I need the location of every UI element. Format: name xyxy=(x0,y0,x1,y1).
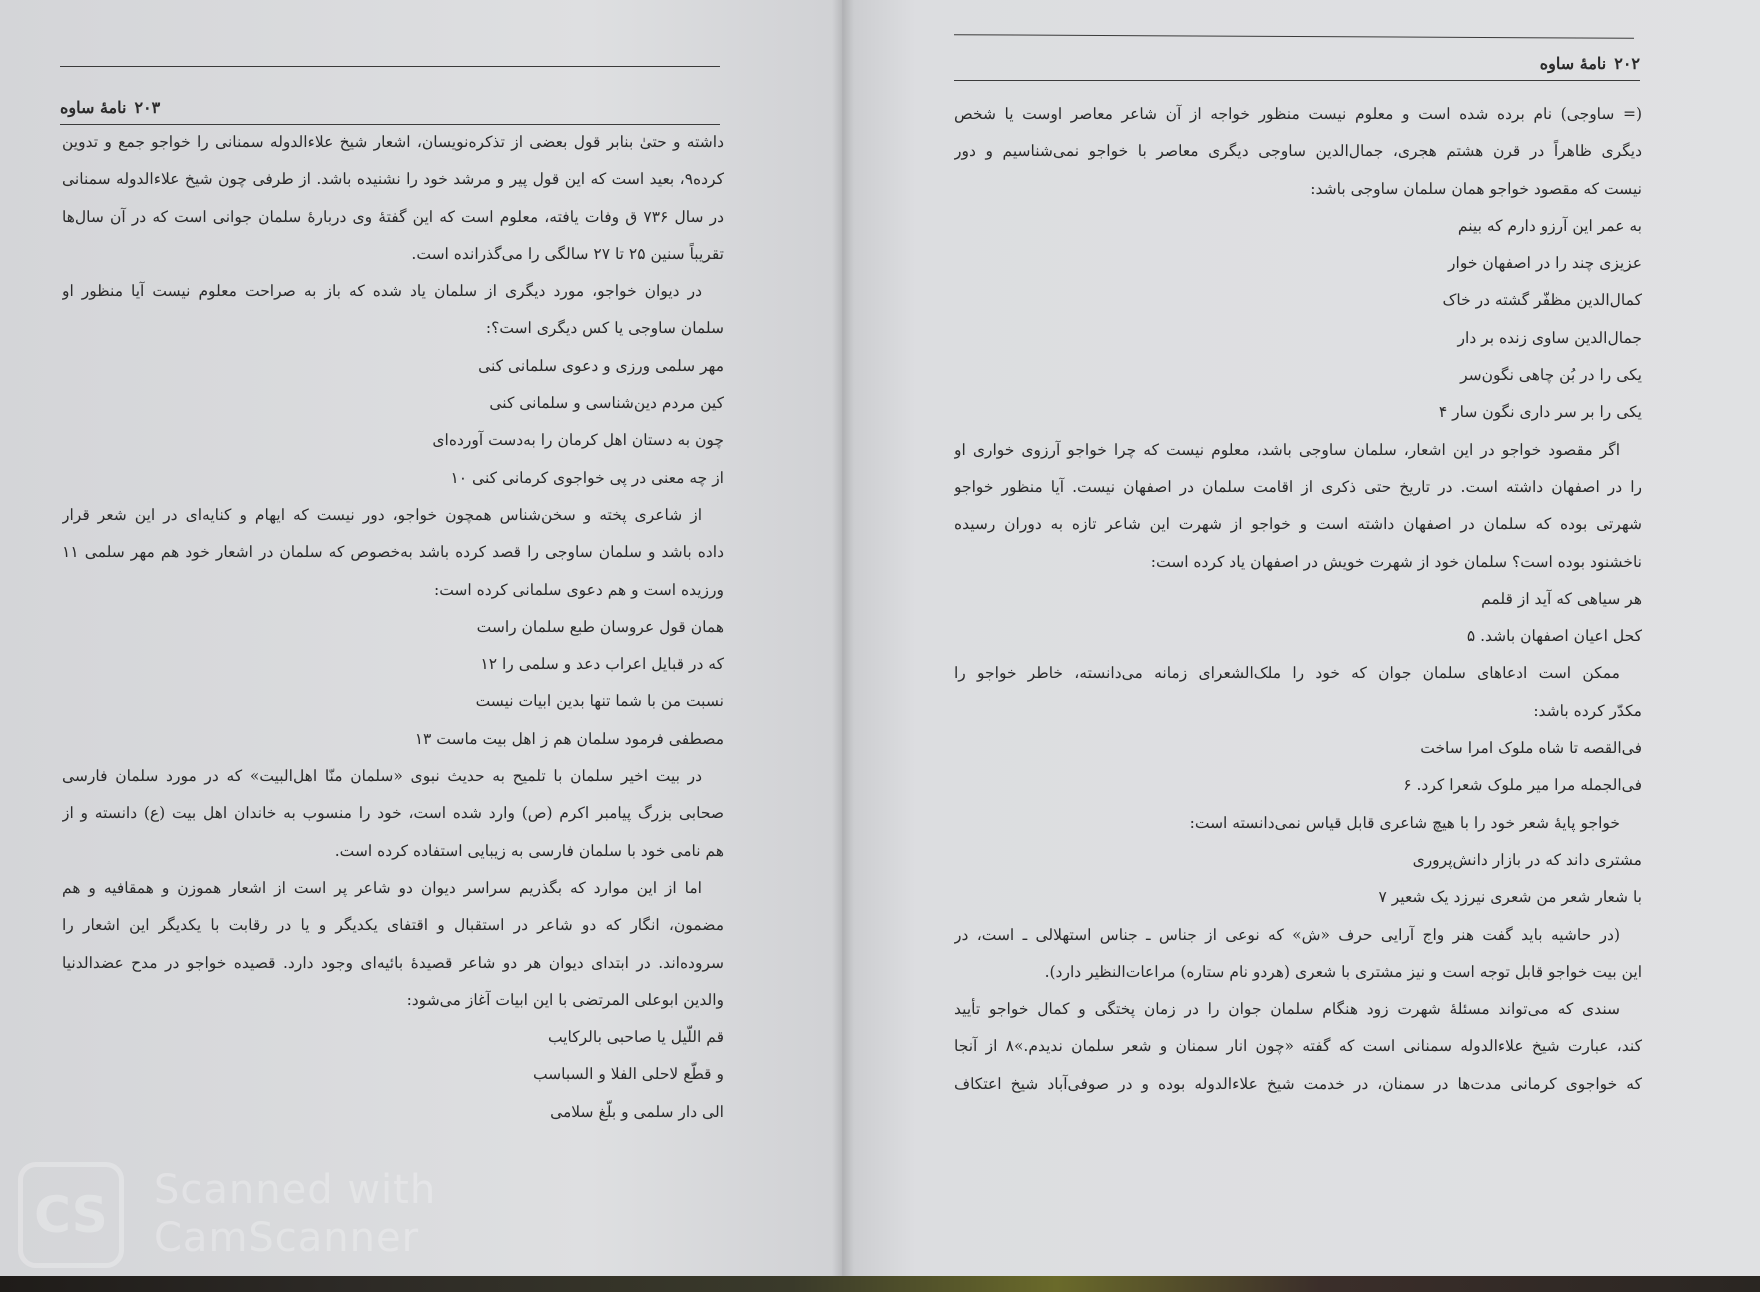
text-line: را در اصفهان داشته است. در تاریخ حتی ذکری از اقامت سلمان در اصفهان نیست. آیا منظور خواجو xyxy=(954,477,1642,496)
verse-line: جمال‌الدین ساوی زنده بر دار xyxy=(1457,328,1642,347)
text-line: که خواجوی کرمانی مدت‌ها در سمنان، در خدمت شیخ علاءالدوله بوده و در صوفی‌آباد شیخ اعتکاف xyxy=(954,1074,1642,1093)
verse-line: چون به دستان اهل کرمان را به‌دست آورده‌ای xyxy=(432,431,724,450)
text-line: کرده۹، بعید است که این قول پیر و مرشد خود را نشنیده باشد. از طرفی چون شیخ علاءالدوله سمنانی xyxy=(62,170,724,189)
text-line: نیست که مقصود خواجو همان سلمان ساوجی باشد: xyxy=(1310,179,1642,198)
verse-line: که در قبایل اعراب دعد و سلمی را ۱۲ xyxy=(480,655,724,674)
text-line: سلمان ساوجی یا کس دیگری است؟: xyxy=(485,319,724,338)
verse-line: از چه معنی در پی خواجوی کرمانی کنی ۱۰ xyxy=(450,468,724,487)
header-top-rule xyxy=(954,34,1634,39)
verse-line: مشتری داند که در بازار دانش‌پروری xyxy=(1412,850,1642,869)
text-line: در دیوان خواجو، مورد دیگری از سلمان یاد شده که باز به صراحت معلوم نیست آیا منظور او xyxy=(62,282,702,301)
watermark-line: Scanned with xyxy=(154,1167,437,1213)
verse-line: کین مردم دین‌شناسی و سلمانی کنی xyxy=(489,394,724,413)
verse-line: فی‌القصه تا شاه ملوک امرا ساخت xyxy=(1420,739,1642,758)
running-title: نامهٔ ساوه xyxy=(1539,54,1607,73)
verse-line: فی‌الجمله مرا میر ملوک شعرا کرد. ۶ xyxy=(1403,776,1642,795)
book-gutter xyxy=(832,0,854,1280)
verse-line: الی دار سلمی و بلّغ سلامی xyxy=(550,1102,724,1121)
header-top-rule xyxy=(60,66,720,67)
text-line: کند، عبارت شیخ علاءالدوله سمنانی است که گفته «چون انار سمنان و شعر سلمان ندیدم.»۸ از آنجا xyxy=(954,1037,1642,1056)
text-line: در بیت اخیر سلمان با تلمیح به حدیث نبوی «سلمان منّا اهل‌البیت» که در مورد سلمان فارسی xyxy=(62,767,702,786)
text-line: مکدّر کرده باشد: xyxy=(1533,701,1642,720)
verse-line: و قطّع لاحلی الفلا و السباسب xyxy=(532,1065,724,1084)
camscanner-logo-icon: CS xyxy=(18,1162,124,1268)
verse-line: یکی را در بُن چاهی نگون‌سر xyxy=(1460,366,1642,385)
watermark-text xyxy=(154,1166,436,1262)
text-line: داشته و حتیٰ بنابر قول بعضی از تذکره‌نویسان، اشعار شیخ علاءالدوله سمنانی را خواجو جمع و تدوین xyxy=(62,133,724,151)
verse-line: به عمر این آرزو دارم که بینم xyxy=(1457,216,1642,235)
watermark-line: CamScanner xyxy=(154,1215,420,1261)
text-line: صحابی بزرگ پیامبر اکرم (ص) وارد شده است، خود را منسوب به خاندان اهل بیت (ع) دانسته و از xyxy=(62,804,724,823)
text-line: دیگری ظاهراً در قرن هشتم هجری، جمال‌الدین ساوجی دیگری معاصر با خواجو نمی‌شناسیم و دور xyxy=(954,142,1642,161)
verse-line: یکی را بر سر داری نگون سار ۴ xyxy=(1438,403,1642,422)
text-line: مضمون، انگار که دو شاعر در استقبال و اقتفای یکدیگر و یا در رقابت با یکدیگر این اشعار را xyxy=(62,916,724,935)
running-head xyxy=(60,98,160,117)
text-line: والدین ابوعلی المرتضی با این ابیات آغاز می‌شود: xyxy=(406,990,724,1009)
text-line: ورزیده است و هم دعوی سلمانی کرده است: xyxy=(433,580,724,599)
verse-line: همان قول عروسان طبع سلمان راست xyxy=(476,617,724,636)
camscanner-watermark xyxy=(18,1162,448,1272)
right-body-text xyxy=(954,96,1642,1103)
verse-line: کمال‌الدین مظفّر گشته در خاک xyxy=(1442,291,1642,310)
text-line: خواجو پایهٔ شعر خود را با هیچ شاعری قابل قیاس نمی‌دانسته است: xyxy=(1189,813,1620,832)
text-line: شهرتی بوده که سلمان در اصفهان داشته است و خواجو از شهرت این شاعر تازه به دوران رسیده xyxy=(954,515,1642,534)
page-number: ۲۰۳ xyxy=(134,98,161,117)
verse-line: نسبت من با شما تنها بدین ابیات نیست xyxy=(475,692,724,711)
desk-background-strip xyxy=(0,1276,1760,1292)
text-line: تقریباً سنین ۲۵ تا ۲۷ سالگی را می‌گذرانده است. xyxy=(411,244,724,263)
left-body-text xyxy=(62,124,724,1131)
text-line: از شاعری پخته و سخن‌شناس همچون خواجو، دور نیست که ایهام و کنایه‌ای در این شعر قرار xyxy=(62,505,702,524)
verse-line: هر سیاهی که آید از قلمم xyxy=(1481,589,1642,608)
verse-line: مهر سلمی ورزی و دعوی سلمانی کنی xyxy=(478,356,724,375)
text-line: ممکن است ادعاهای سلمان جوان که خود را ملک‌الشعرای زمانه می‌دانسته، خاطر خواجو را xyxy=(954,664,1620,683)
text-line: سندی که می‌تواند مسئلهٔ شهرت زود هنگام سلمان جوان را در زمان پختگی و کمال خواجو تأیید xyxy=(954,1000,1620,1019)
text-line: هم نامی خود با سلمان فارسی به زیبایی استفاده کرده است. xyxy=(334,841,724,860)
text-line: سروده‌اند. در ابتدای دیوان هر دو شاعر قصیدهٔ بائیه‌ای وجود دارد. قصیده خواجو در مدح عضدالدنیا xyxy=(62,953,724,972)
text-line: (در حاشیه باید گفت هنر واج آرایی حرف «ش» که نوعی از جناس ـ جناس استهلالی ـ است، در xyxy=(954,925,1620,944)
right-page xyxy=(842,0,1760,1280)
verse-line: مصطفی فرمود سلمان هم ز اهل بیت ماست ۱۳ xyxy=(414,729,724,748)
left-page xyxy=(0,0,842,1280)
verse-line: قم اللّیل یا صاحبی بالرکایب xyxy=(547,1028,724,1047)
text-line: اما از این موارد که بگذریم سراسر دیوان دو شاعر پر است از اشعار هموزن و همقافیه و هم xyxy=(62,878,702,897)
text-line: در سال ۷۳۶ ق وفات یافته، معلوم است که این گفتهٔ وی دربارهٔ سلمان جوانی است که در آن سال‌ها xyxy=(62,207,724,226)
running-head xyxy=(1540,54,1640,73)
text-line: ناخشنود بوده است؟ سلمان خود از شهرت خویش در اصفهان یاد کرده است: xyxy=(1150,552,1642,571)
text-line: (= ساوجی) نام برده شده است و معلوم نیست منظور خواجه از آن شاعر معاصر اوست یا شخص xyxy=(954,105,1642,123)
verse-line: کحل اعیان اصفهان باشد. ۵ xyxy=(1466,627,1642,646)
text-line: این بیت خواجو قابل توجه است و نیز مشتری با شعری (هردو نام ستاره) مراعات‌النظیر دارد). xyxy=(1044,962,1642,981)
verse-line: با شعار شعر من شعری نیرزد یک شعیر ۷ xyxy=(1378,888,1642,907)
text-line: اگر مقصود خواجو در این اشعار، سلمان ساوجی باشد، معلوم نیست که چرا خواجو آرزوی خواری او xyxy=(954,440,1620,459)
page-number: ۲۰۲ xyxy=(1614,54,1640,73)
text-line: داده باشد و سلمان ساوجی را قصد کرده باشد به‌خصوص که سلمان در اشعار خود هم مهر سلمی ۱۱ xyxy=(62,543,724,562)
verse-line: عزیزی چند را در اصفهان خوار xyxy=(1448,254,1642,273)
running-title: نامهٔ ساوه xyxy=(60,98,127,117)
header-bottom-rule xyxy=(954,80,1640,81)
